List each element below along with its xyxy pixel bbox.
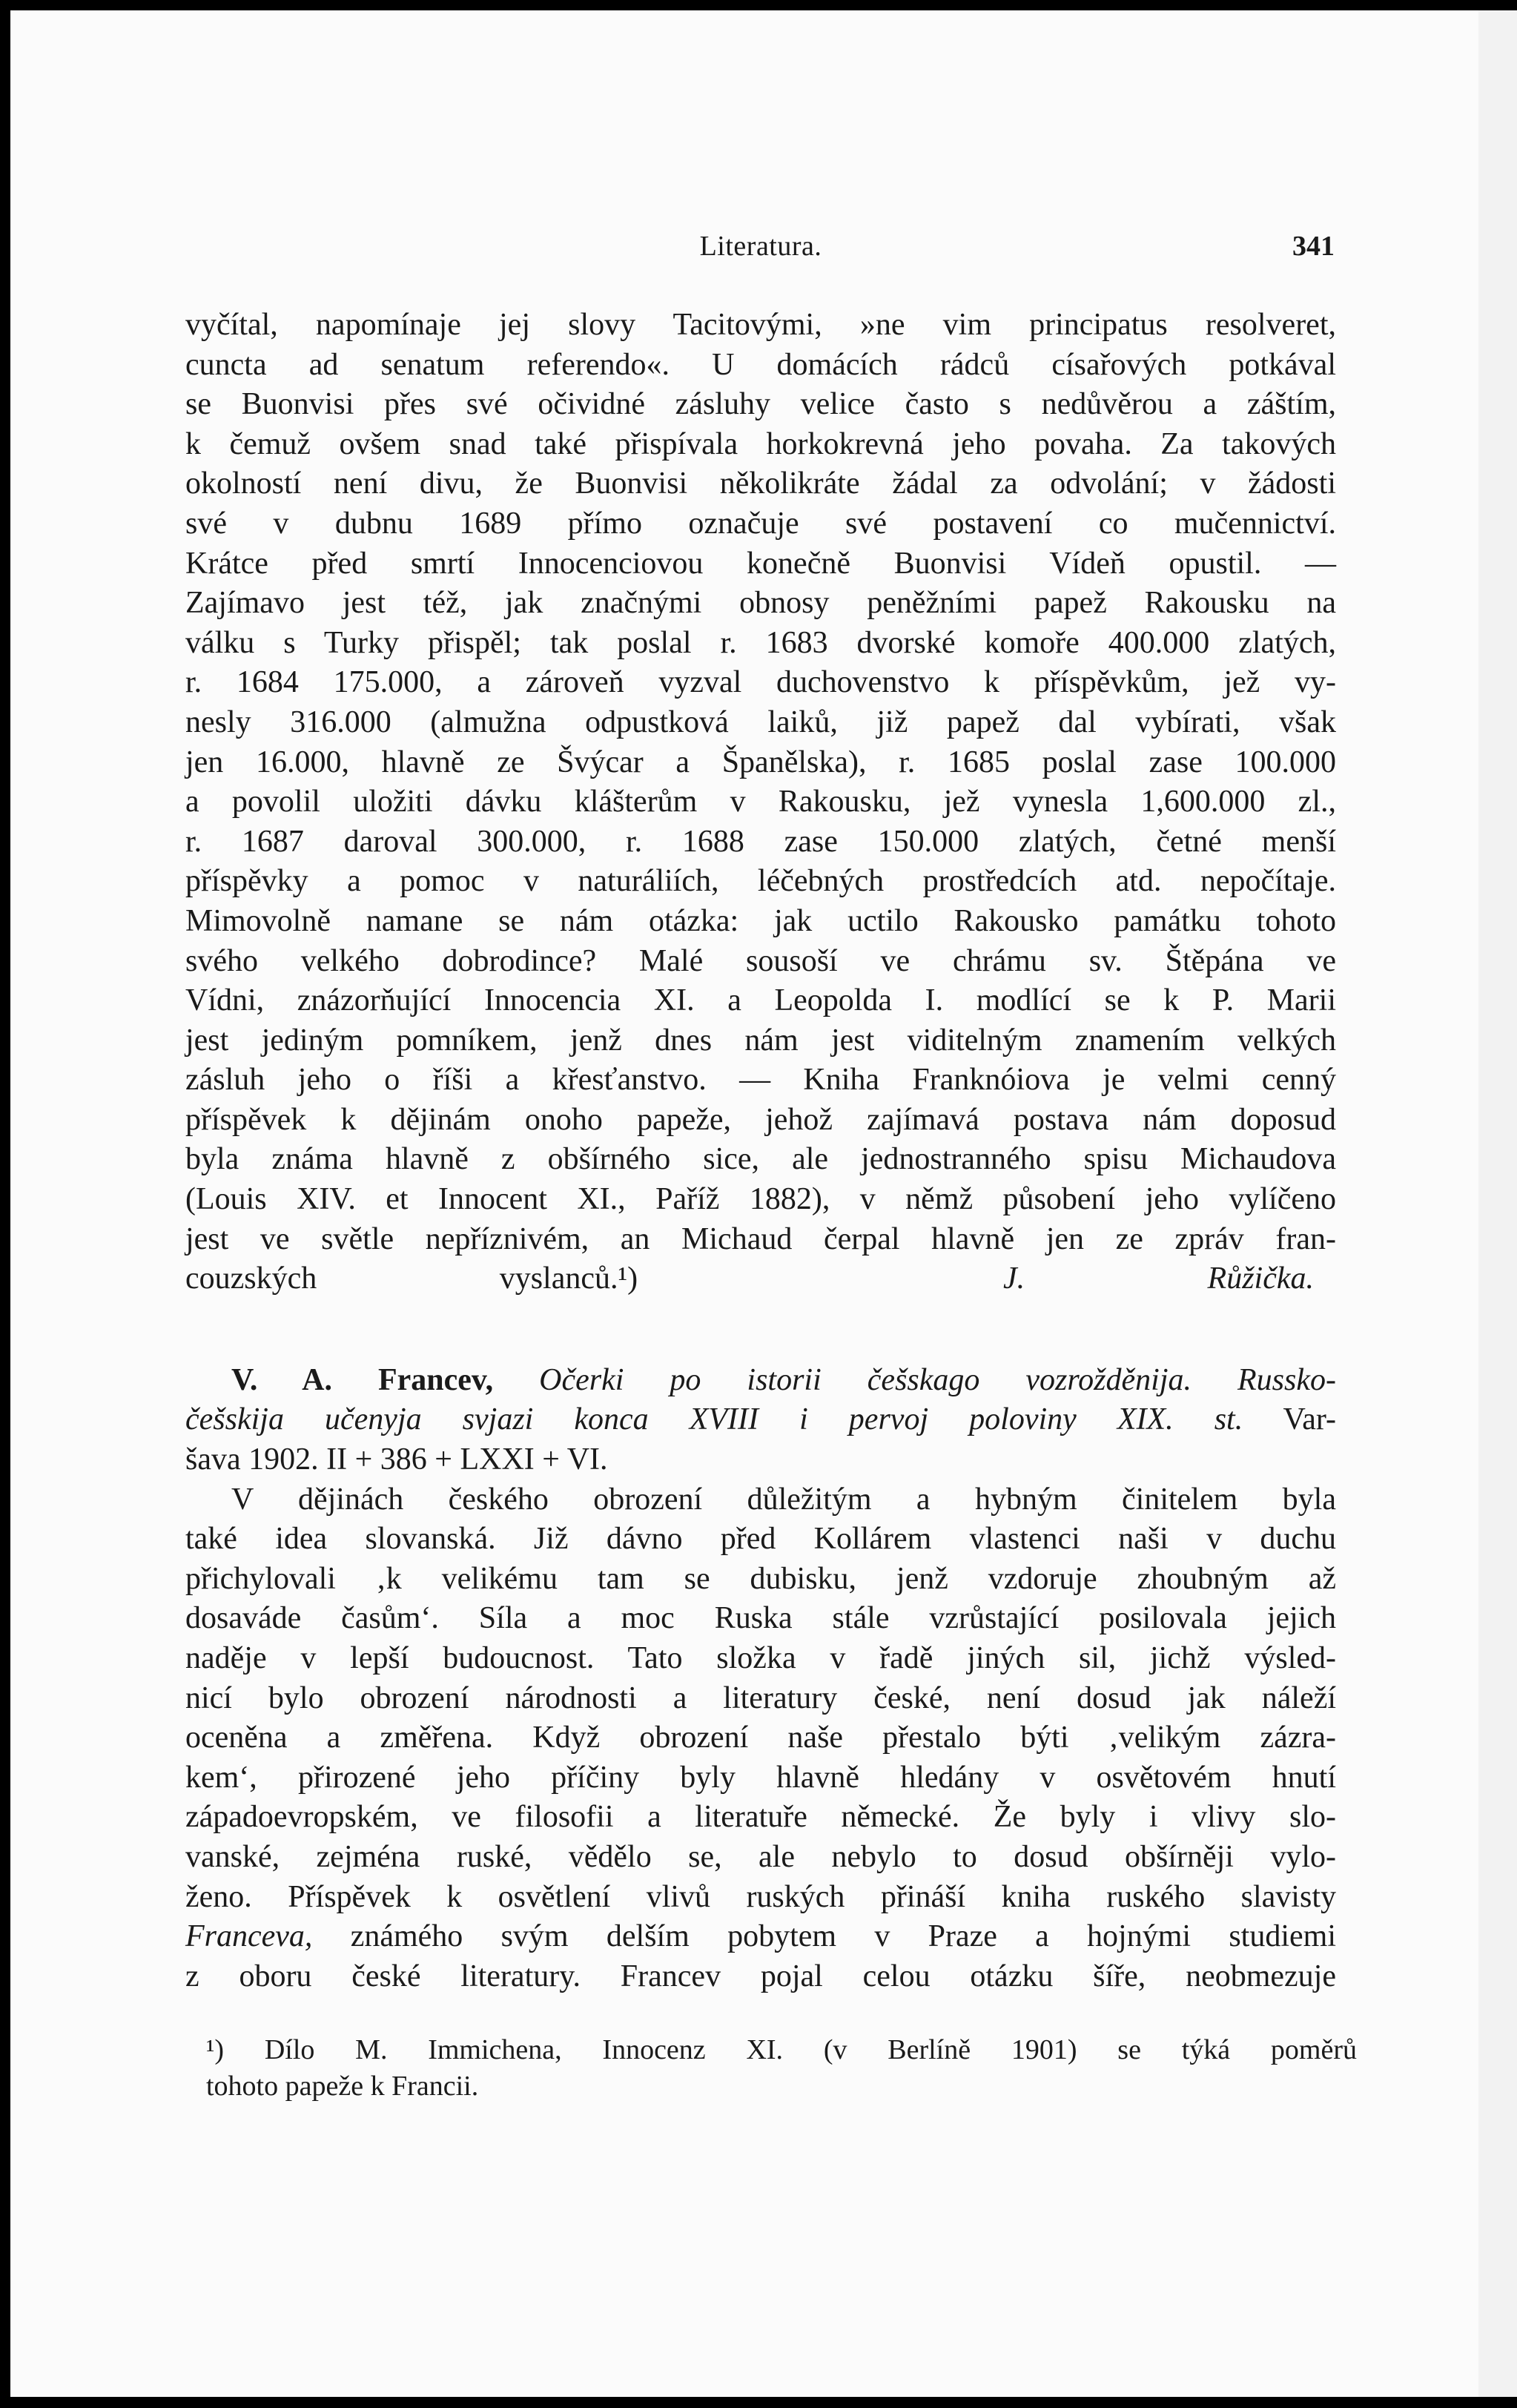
review-heading-line-3: šava 1902. II + 386 + LXXI + VI. — [185, 1442, 608, 1477]
text-line: nicí bylo obrození národnosti a literatury české, není dosud jak náleží — [185, 1680, 1336, 1715]
closing-line — [185, 1259, 1336, 1299]
text-line: cuncta ad senatum referendo«. U domácích rádců císařových potkával — [185, 347, 1336, 382]
text-line: okolností není divu, že Buonvisi několikráte žádal za odvolání; v žádosti — [185, 466, 1336, 501]
text-line — [185, 1917, 1336, 1957]
text-line: naděje v lepší budoucnost. Tato složka v řadě jiných sil, jichž výsled- — [185, 1641, 1336, 1675]
author-name-italic: Franceva, — [185, 1919, 313, 1954]
page-header — [187, 230, 1335, 274]
closing-text: couzských vyslanců.¹) — [185, 1261, 638, 1296]
text-line: k čemuž ovšem snad také přispívala horkokrevná jeho povaha. Za takových — [185, 426, 1336, 461]
footnote-line: ¹) Dílo M. Immichena, Innocenz XI. (v Berlíně 1901) se týká poměrů — [206, 2034, 1357, 2066]
text-line: ženo. Příspěvek k osvětlení vlivů ruských přináší kniha ruského slavisty — [185, 1879, 1336, 1914]
review-author: V. A. Francev, — [231, 1362, 494, 1397]
publication-place-start: Var- — [1283, 1402, 1336, 1437]
text-line: Vídni, znázorňující Innocencia XI. a Leopolda I. modlící se k P. Marii — [185, 983, 1336, 1018]
review-heading-line-2 — [185, 1400, 1336, 1440]
text-line: zásluh jeho o říši a křesťanstvo. — Kniha Franknóiova je velmi cenný — [185, 1063, 1336, 1098]
text-line: nesly 316.000 (almužna odpustková laiků, již papež dal vybírati, však — [185, 705, 1336, 739]
section-gap — [185, 1299, 1336, 1361]
text-line: z oboru české literatury. Francev pojal celou otázku šíře, neobmezuje — [185, 1959, 1336, 1993]
text-line: také idea slovanská. Již dávno před Kollárem vlastenci naši v duchu — [185, 1522, 1336, 1557]
text-line: své v dubnu 1689 přímo označuje své postavení co mučennictví. — [185, 506, 1336, 541]
text-line: Krátce před smrtí Innocenciovou konečně Buonvisi Vídeň opustil. — — [185, 546, 1336, 581]
text-line: r. 1687 daroval 300.000, r. 1688 zase 150.000 zlatých, četné menší — [185, 824, 1336, 859]
text-line: Zajímavo jest též, jak značnými obnosy peněžními papež Rakousku na — [185, 586, 1336, 621]
text-line: příspěvky a pomoc v naturáliích, léčebných prostředcích atd. nepočítaje. — [185, 864, 1336, 899]
text-line: přichylovali ‚k velikému tam se dubisku, jenž vzdoruje zhoubným až — [185, 1561, 1336, 1596]
footnote-gap — [185, 1996, 1336, 2032]
running-title: Literatura. — [699, 231, 822, 262]
text-line: západoevropském, ve filosofii a literatuře německé. Že byly i vlivy slo- — [185, 1800, 1336, 1835]
footnote-line: tohoto papeže k Francii. — [206, 2071, 479, 2102]
book-title-part-1: Očerki po istorii češskago vozrožděnija. Russko- — [539, 1362, 1336, 1397]
text-line: dosaváde časům‘. Síla a moc Ruska stále vzrůstající posilovala jejich — [185, 1601, 1336, 1636]
footnote — [185, 2032, 1357, 2105]
signature: J. Růžička. — [1002, 1261, 1314, 1296]
text-line: jest jediným pomníkem, jenž dnes nám jest viditelným znamením velkých — [185, 1023, 1336, 1058]
text-line: svého velkého dobrodince? Malé sousoší ve chrámu sv. Štěpána ve — [185, 943, 1336, 978]
text-line-rest: známého svým delším pobytem v Praze a hojnými studiemi — [350, 1919, 1336, 1954]
text-line: vyčítal, napomínaje jej slovy Tacitovými, »ne vim principatus resolveret, — [185, 308, 1336, 342]
scan-edge — [1478, 10, 1517, 2397]
text-line: kem‘, přirozené jeho příčiny byly hlavně hledány v osvětovém hnutí — [185, 1760, 1336, 1795]
text-line: jen 16.000, hlavně ze Švýcar a Španělska), r. 1685 poslal zase 100.000 — [185, 745, 1336, 779]
text-line: V dějinách českého obrození důležitým a hybným činitelem byla — [231, 1482, 1336, 1517]
text-line: oceněna a změřena. Když obrození naše přestalo býti ‚velikým zázra- — [185, 1721, 1336, 1755]
text-line: byla známa hlavně z obšírného sice, ale jednostranného spisu Michaudova — [185, 1142, 1336, 1177]
page-number: 341 — [1292, 231, 1335, 262]
review-1 — [185, 306, 1336, 1299]
text-line: jest ve světle nepříznivém, an Michaud čerpal hlavně jen ze zpráv fran- — [185, 1221, 1336, 1256]
text-line: r. 1684 175.000, a zároveň vyzval duchovenstvo k příspěvkům, jež vy- — [185, 665, 1336, 700]
text-line: Mimovolně namane se nám otázka: jak uctilo Rakousko památku tohoto — [185, 903, 1336, 938]
text-line: válku s Turky přispěl; tak poslal r. 1683 dvorské komoře 400.000 zlatých, — [185, 625, 1336, 660]
review-2 — [185, 1361, 1336, 1997]
text-line: se Buonvisi přes své očividné zásluhy velice často s nedůvěrou a záštím, — [185, 387, 1336, 422]
book-title-part-2: češskija učenyja svjazi konca XVIII i pervoj poloviny XIX. st. — [185, 1402, 1243, 1437]
text-line: příspěvek k dějinám onoho papeže, jehož zajímavá postava nám doposud — [185, 1102, 1336, 1137]
text-block — [185, 306, 1357, 2105]
review-heading-line-1 — [185, 1361, 1336, 1401]
text-line: a povolil uložiti dávku klášterům v Rakousku, jež vynesla 1,600.000 zl., — [185, 785, 1336, 819]
text-line: (Louis XIV. et Innocent XI., Paříž 1882), v němž působení jeho vylíčeno — [185, 1182, 1336, 1217]
text-line: vanské, zejména ruské, vědělo se, ale nebylo to dosud obšírněji vylo- — [185, 1839, 1336, 1874]
